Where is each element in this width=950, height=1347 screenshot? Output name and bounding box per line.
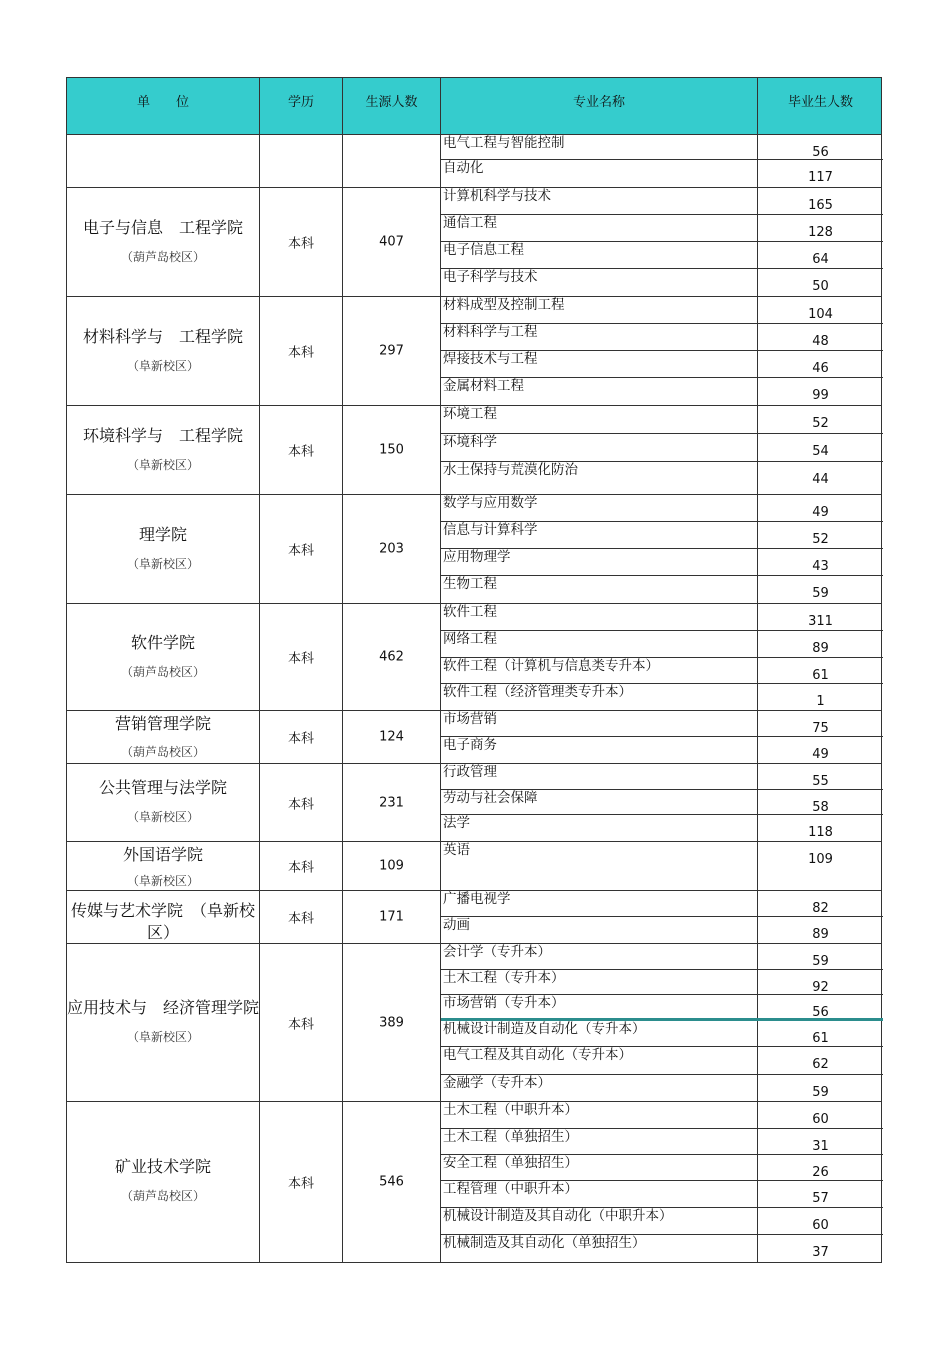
degree-cell bbox=[260, 495, 343, 603]
degree-value: 本科 bbox=[287, 444, 314, 460]
major-name: 生物工程 bbox=[441, 576, 758, 604]
major-row bbox=[441, 434, 883, 462]
major-graduate-count: 37 bbox=[812, 1245, 829, 1260]
major-graduate-count: 64 bbox=[812, 252, 829, 267]
major-graduate-count: 109 bbox=[808, 852, 833, 867]
major-name: 机械设计制造及其自动化（中职升本） bbox=[441, 1208, 758, 1234]
major-row bbox=[441, 1047, 883, 1075]
major-row bbox=[441, 522, 883, 549]
header-major: 专业名称 bbox=[441, 78, 758, 135]
major-name: 英语 bbox=[441, 842, 758, 891]
degree-cell bbox=[260, 764, 343, 841]
majors-cell bbox=[441, 188, 883, 296]
majors-cell bbox=[441, 711, 883, 763]
source-count-value: 171 bbox=[379, 909, 404, 925]
major-name: 电子信息工程 bbox=[441, 242, 758, 268]
major-graduate-count: 117 bbox=[808, 170, 833, 185]
major-row bbox=[441, 815, 883, 842]
major-row bbox=[441, 711, 883, 737]
unit-name: 电子与信息 工程学院 bbox=[82, 217, 243, 237]
header-degree: 学历 bbox=[260, 78, 343, 135]
unit-cell bbox=[67, 188, 260, 296]
unit-name: 软件学院 bbox=[130, 632, 195, 652]
major-graduate-count: 118 bbox=[808, 825, 833, 840]
degree-cell bbox=[260, 135, 343, 187]
major-row bbox=[441, 1208, 883, 1235]
majors-cell bbox=[441, 604, 883, 710]
major-name: 材料科学与工程 bbox=[441, 324, 758, 350]
major-row bbox=[441, 1235, 883, 1262]
major-graduate-count: 56 bbox=[812, 1005, 829, 1020]
degree-value: 本科 bbox=[287, 911, 314, 927]
major-graduate-count: 58 bbox=[812, 800, 829, 815]
unit-group bbox=[67, 842, 881, 891]
major-name: 软件工程（经济管理类专升本） bbox=[441, 684, 758, 711]
major-row bbox=[441, 737, 883, 764]
major-row bbox=[441, 1075, 883, 1102]
table-header bbox=[67, 78, 881, 135]
source-count-value: 389 bbox=[379, 1015, 404, 1030]
unit-name: 理学院 bbox=[138, 524, 187, 544]
unit-cell bbox=[67, 764, 260, 841]
unit-group bbox=[67, 764, 881, 842]
major-graduate-count: 75 bbox=[812, 721, 829, 736]
major-row bbox=[441, 1155, 883, 1181]
major-graduate-count: 43 bbox=[812, 559, 829, 574]
major-name: 电子科学与技术 bbox=[441, 269, 758, 297]
unit-cell bbox=[67, 944, 260, 1101]
major-name: 通信工程 bbox=[441, 215, 758, 241]
major-row bbox=[441, 324, 883, 351]
major-graduate-count: 31 bbox=[812, 1139, 829, 1154]
unit-campus: （阜新校区） bbox=[126, 556, 199, 571]
major-row bbox=[441, 842, 883, 891]
source-count-value: 297 bbox=[379, 343, 404, 359]
unit-campus: （阜新校区） bbox=[126, 1030, 199, 1044]
major-name: 市场营销（专升本） bbox=[441, 995, 758, 1018]
major-row bbox=[441, 549, 883, 576]
degree-value: 本科 bbox=[287, 236, 314, 252]
major-row bbox=[441, 160, 883, 188]
major-graduate-count: 165 bbox=[808, 198, 833, 213]
source-count-cell bbox=[343, 406, 441, 494]
major-row bbox=[441, 1102, 883, 1129]
degree-value: 本科 bbox=[287, 651, 314, 667]
major-name: 环境工程 bbox=[441, 406, 758, 433]
unit-campus: （阜新校区） bbox=[126, 873, 199, 888]
unit-name: 传媒与艺术学院 （阜新校区） bbox=[70, 900, 255, 942]
majors-cell bbox=[441, 297, 883, 405]
unit-campus: （阜新校区） bbox=[126, 457, 199, 472]
degree-value: 本科 bbox=[287, 1176, 314, 1192]
degree-value: 本科 bbox=[287, 860, 314, 876]
major-graduate-count: 46 bbox=[812, 361, 829, 376]
major-graduate-count: 60 bbox=[812, 1218, 829, 1233]
degree-cell bbox=[260, 406, 343, 494]
major-graduate-count: 89 bbox=[812, 927, 829, 942]
degree-value: 本科 bbox=[287, 1017, 314, 1032]
major-row bbox=[441, 462, 883, 495]
major-row bbox=[441, 970, 883, 995]
major-graduate-count: 55 bbox=[812, 774, 829, 789]
major-row bbox=[441, 604, 883, 631]
major-name: 自动化 bbox=[441, 160, 758, 188]
major-graduate-count: 59 bbox=[812, 586, 829, 601]
major-graduate-count: 99 bbox=[812, 388, 829, 403]
source-count-cell bbox=[343, 135, 441, 187]
source-count-cell bbox=[343, 842, 441, 890]
major-graduate-count: 60 bbox=[812, 1112, 829, 1127]
unit-campus: （葫芦岛校区） bbox=[120, 744, 205, 759]
major-graduate-count: 1 bbox=[816, 694, 825, 709]
major-name: 软件工程（计算机与信息类专升本） bbox=[441, 658, 758, 683]
unit-campus: （阜新校区） bbox=[126, 358, 199, 373]
degree-cell bbox=[260, 944, 343, 1101]
major-graduate-count: 62 bbox=[812, 1057, 829, 1072]
major-graduate-count: 49 bbox=[812, 747, 829, 762]
major-row bbox=[441, 891, 883, 917]
source-count-cell bbox=[343, 891, 441, 943]
unit-campus: （阜新校区） bbox=[126, 810, 199, 824]
major-name: 软件工程 bbox=[441, 604, 758, 630]
unit-group bbox=[67, 297, 881, 406]
major-graduate-count: 61 bbox=[812, 1031, 829, 1046]
source-count-value: 546 bbox=[379, 1174, 404, 1190]
unit-cell bbox=[67, 842, 260, 890]
major-name: 法学 bbox=[441, 815, 758, 842]
major-name: 材料成型及控制工程 bbox=[441, 297, 758, 323]
major-row bbox=[441, 378, 883, 406]
major-graduate-count: 89 bbox=[812, 641, 829, 656]
source-count-cell bbox=[343, 1102, 441, 1262]
major-row bbox=[441, 917, 883, 944]
major-row bbox=[441, 351, 883, 378]
unit-campus: （葫芦岛校区） bbox=[120, 664, 205, 679]
majors-cell bbox=[441, 944, 883, 1101]
unit-cell bbox=[67, 711, 260, 763]
major-row bbox=[441, 1021, 883, 1047]
unit-cell bbox=[67, 604, 260, 710]
degree-cell bbox=[260, 188, 343, 296]
major-row bbox=[441, 269, 883, 297]
unit-group bbox=[67, 135, 881, 188]
major-graduate-count: 26 bbox=[812, 1165, 829, 1180]
major-graduate-count: 59 bbox=[812, 954, 829, 969]
major-name: 动画 bbox=[441, 917, 758, 944]
major-name: 土木工程（单独招生） bbox=[441, 1129, 758, 1154]
major-name: 电气工程及其自动化（专升本） bbox=[441, 1047, 758, 1074]
unit-group bbox=[67, 891, 881, 944]
major-name: 金属材料工程 bbox=[441, 378, 758, 406]
major-name: 环境科学 bbox=[441, 434, 758, 461]
degree-cell bbox=[260, 711, 343, 763]
source-count-cell bbox=[343, 604, 441, 710]
unit-name: 营销管理学院 bbox=[114, 714, 211, 733]
unit-name: 外国语学院 bbox=[122, 845, 203, 864]
major-name: 焊接技术与工程 bbox=[441, 351, 758, 377]
unit-group bbox=[67, 604, 881, 711]
majors-cell bbox=[441, 495, 883, 603]
unit-cell bbox=[67, 135, 260, 187]
unit-group bbox=[67, 406, 881, 495]
header-unit: 单 位 bbox=[67, 78, 260, 135]
major-name: 电子商务 bbox=[441, 737, 758, 764]
major-row bbox=[441, 1181, 883, 1208]
header-source-count: 生源人数 bbox=[343, 78, 441, 135]
major-row bbox=[441, 576, 883, 604]
source-count-cell bbox=[343, 297, 441, 405]
degree-cell bbox=[260, 842, 343, 890]
unit-cell bbox=[67, 495, 260, 603]
degree-value: 本科 bbox=[287, 345, 314, 361]
major-name: 应用物理学 bbox=[441, 549, 758, 575]
unit-group bbox=[67, 1102, 881, 1262]
major-graduate-count: 44 bbox=[812, 472, 829, 487]
unit-campus: （葫芦岛校区） bbox=[120, 1189, 205, 1203]
major-graduate-count: 54 bbox=[812, 444, 829, 459]
source-count-value: 150 bbox=[379, 442, 404, 458]
major-row bbox=[441, 495, 883, 522]
major-graduate-count: 52 bbox=[812, 532, 829, 547]
table-body bbox=[67, 135, 881, 1262]
major-row bbox=[441, 297, 883, 324]
major-graduate-count: 61 bbox=[812, 668, 829, 683]
header-graduate-count: 毕业生人数 bbox=[787, 95, 853, 110]
major-name: 网络工程 bbox=[441, 631, 758, 657]
major-name: 电气工程与智能控制 bbox=[441, 135, 758, 159]
unit-group bbox=[67, 944, 881, 1102]
source-count-value: 109 bbox=[379, 858, 404, 874]
major-graduate-count: 92 bbox=[812, 980, 829, 995]
major-row bbox=[441, 995, 883, 1021]
unit-name: 公共管理与法学院 bbox=[98, 778, 227, 797]
major-name: 土木工程（中职升本） bbox=[441, 1102, 758, 1128]
major-graduate-count: 57 bbox=[812, 1191, 829, 1206]
major-graduate-count: 48 bbox=[812, 334, 829, 349]
unit-name: 环境科学与 工程学院 bbox=[82, 425, 243, 445]
major-graduate-count: 104 bbox=[808, 307, 833, 322]
source-count-cell bbox=[343, 944, 441, 1101]
majors-cell bbox=[441, 1102, 883, 1262]
major-graduate-count: 128 bbox=[808, 225, 833, 240]
unit-name: 应用技术与 经济管理学院 bbox=[67, 998, 260, 1017]
major-graduate-count: 59 bbox=[812, 1085, 829, 1100]
source-count-value: 203 bbox=[379, 541, 404, 557]
source-count-value: 124 bbox=[379, 729, 404, 745]
major-name: 机械制造及其自动化（单独招生） bbox=[441, 1235, 758, 1262]
majors-cell bbox=[441, 764, 883, 841]
major-graduate-count: 82 bbox=[812, 901, 829, 916]
unit-name: 材料科学与 工程学院 bbox=[82, 326, 243, 346]
degree-cell bbox=[260, 1102, 343, 1262]
unit-cell bbox=[67, 297, 260, 405]
source-count-cell bbox=[343, 764, 441, 841]
major-name: 计算机科学与技术 bbox=[441, 188, 758, 214]
major-row bbox=[441, 406, 883, 434]
source-count-value: 231 bbox=[379, 795, 404, 810]
unit-group bbox=[67, 711, 881, 764]
source-count-cell bbox=[343, 711, 441, 763]
major-row bbox=[441, 135, 883, 160]
major-name: 安全工程（单独招生） bbox=[441, 1155, 758, 1180]
unit-campus: （葫芦岛校区） bbox=[120, 249, 205, 264]
major-name: 劳动与社会保障 bbox=[441, 790, 758, 814]
degree-value: 本科 bbox=[287, 731, 314, 747]
major-row bbox=[441, 790, 883, 815]
degree-value: 本科 bbox=[287, 543, 314, 559]
source-count-value: 407 bbox=[379, 234, 404, 250]
major-row bbox=[441, 658, 883, 684]
major-row bbox=[441, 684, 883, 711]
major-graduate-count: 50 bbox=[812, 279, 829, 294]
major-row bbox=[441, 242, 883, 269]
unit-group bbox=[67, 495, 881, 604]
unit-name: 矿业技术学院 bbox=[114, 1157, 211, 1176]
source-count-cell bbox=[343, 188, 441, 296]
major-row bbox=[441, 188, 883, 215]
unit-cell bbox=[67, 891, 260, 943]
major-name: 市场营销 bbox=[441, 711, 758, 736]
major-row bbox=[441, 215, 883, 242]
source-count-cell bbox=[343, 495, 441, 603]
majors-cell bbox=[441, 891, 883, 943]
unit-cell bbox=[67, 406, 260, 494]
major-name: 土木工程（专升本） bbox=[441, 970, 758, 994]
graduates-table bbox=[66, 77, 882, 1263]
major-row bbox=[441, 764, 883, 790]
major-name: 会计学（专升本） bbox=[441, 944, 758, 969]
unit-group bbox=[67, 188, 881, 297]
major-graduate-count: 49 bbox=[812, 505, 829, 520]
major-name: 数学与应用数学 bbox=[441, 495, 758, 521]
major-row bbox=[441, 1129, 883, 1155]
majors-cell bbox=[441, 842, 883, 890]
majors-cell bbox=[441, 135, 883, 187]
major-row bbox=[441, 631, 883, 658]
source-count-value: 462 bbox=[379, 649, 404, 665]
major-graduate-count: 311 bbox=[808, 614, 833, 629]
degree-cell bbox=[260, 891, 343, 943]
degree-value: 本科 bbox=[287, 797, 314, 812]
major-graduate-count: 56 bbox=[812, 145, 829, 160]
degree-cell bbox=[260, 297, 343, 405]
major-name: 水土保持与荒漠化防治 bbox=[441, 462, 758, 495]
major-name: 信息与计算科学 bbox=[441, 522, 758, 548]
major-name: 行政管理 bbox=[441, 764, 758, 789]
unit-cell bbox=[67, 1102, 260, 1262]
major-name: 工程管理（中职升本） bbox=[441, 1181, 758, 1207]
degree-cell bbox=[260, 604, 343, 710]
major-name: 机械设计制造及自动化（专升本） bbox=[441, 1021, 758, 1046]
majors-cell bbox=[441, 406, 883, 494]
major-graduate-count: 52 bbox=[812, 416, 829, 431]
major-name: 金融学（专升本） bbox=[441, 1075, 758, 1102]
major-name: 广播电视学 bbox=[441, 891, 758, 916]
major-row bbox=[441, 944, 883, 970]
